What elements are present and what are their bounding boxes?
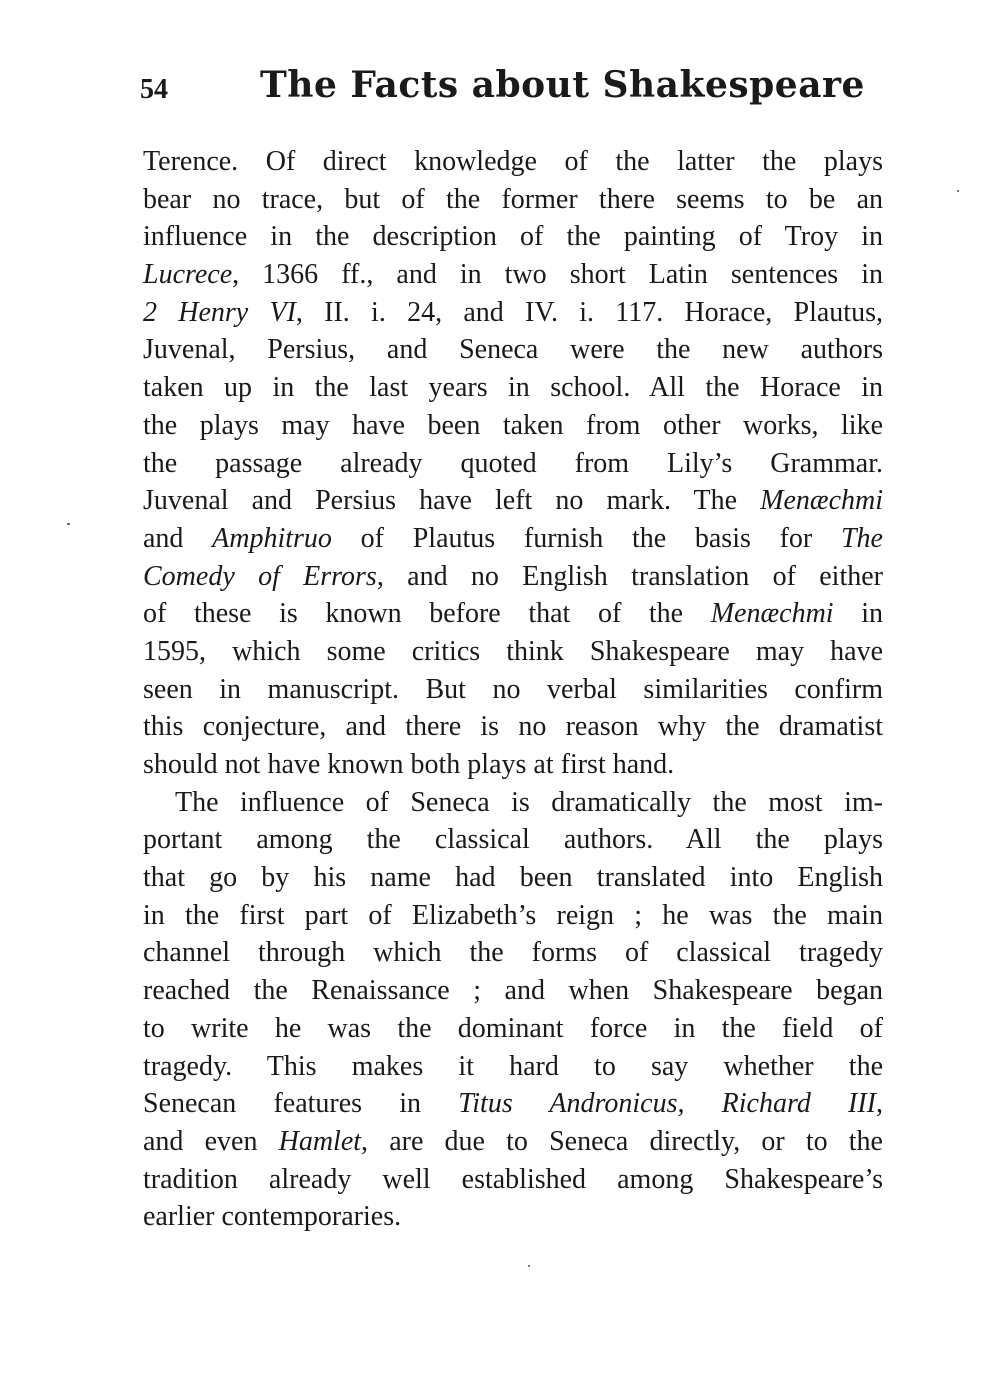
text-run: Juvenal and Persius have left no mark. The	[143, 485, 761, 517]
text-run: of these is known before that of the	[143, 598, 711, 630]
italic-title: The	[840, 522, 883, 554]
text-line	[143, 218, 883, 256]
paragraph	[143, 784, 883, 1236]
text-run: earlier contemporaries.	[143, 1201, 402, 1233]
text-line	[143, 972, 883, 1010]
text-run: Juvenal, Persius, and Seneca were the new authors	[143, 334, 883, 366]
italic-title: Lucrece	[143, 259, 233, 291]
text-run: that go by his name had been translated into English	[143, 862, 883, 894]
text-line	[143, 821, 883, 859]
paragraph	[143, 143, 883, 784]
text-line	[143, 558, 883, 596]
text-run: Terence. Of direct knowledge of the latter the plays	[143, 146, 883, 177]
text-run: seen in manuscript. But no verbal similarities confirm	[143, 673, 883, 705]
italic-title: Hamlet	[278, 1125, 362, 1157]
italic-title: Menæchmi	[710, 598, 834, 630]
text-run: , II. i. 24, and IV. i. 117. Horace, Plautus,	[295, 296, 883, 328]
text-line	[143, 1161, 883, 1199]
italic-title: Menæchmi	[760, 485, 883, 517]
text-run: this conjecture, and there is no reason why the dramatist	[143, 711, 883, 743]
text-run: and even	[143, 1125, 279, 1157]
text-run: should not have known both plays at first hand.	[143, 749, 675, 780]
body-text	[143, 143, 883, 1236]
text-run: taken up in the last years in school. All the Horace in	[143, 372, 883, 404]
text-line	[143, 256, 883, 294]
text-line	[143, 520, 883, 558]
text-run: ,	[876, 1088, 884, 1120]
text-line	[143, 633, 883, 671]
text-run: tragedy. This makes it hard to say whether the	[143, 1050, 883, 1082]
text-line	[143, 445, 883, 483]
text-line	[143, 181, 883, 219]
text-line	[143, 746, 883, 784]
text-line	[143, 897, 883, 935]
text-run: reached the Renaissance ; and when Shakespeare began	[143, 975, 883, 1007]
italic-title: Comedy of Errors	[143, 560, 377, 592]
text-line	[143, 859, 883, 897]
text-line	[143, 331, 883, 369]
text-run: channel through which the forms of classical tragedy	[143, 937, 883, 969]
text-run: to write he was the dominant force in the field of	[143, 1012, 883, 1044]
text-line	[143, 143, 883, 181]
text-run: of Plautus furnish the basis for	[331, 522, 841, 554]
text-run: bear no trace, but of the former there seems to be an	[143, 183, 883, 215]
print-speck	[957, 190, 959, 192]
text-line	[143, 1123, 883, 1161]
text-run: The influence of Seneca is dramatically the most im-	[175, 786, 883, 818]
text-run: the plays may have been taken from other works, like	[143, 409, 883, 441]
print-speck	[67, 523, 70, 525]
text-line	[143, 595, 883, 633]
italic-title: Amphitruo	[212, 522, 332, 554]
text-run: , are due to Seneca directly, or to the	[361, 1125, 883, 1157]
text-line	[143, 708, 883, 746]
text-line	[143, 1198, 883, 1236]
text-run: Senecan features in	[143, 1088, 459, 1120]
text-line	[143, 784, 883, 822]
page-number: 54	[140, 74, 168, 105]
text-run: in	[833, 598, 883, 630]
text-run: influence in the description of the painting of Troy in	[143, 221, 883, 253]
text-line	[143, 1010, 883, 1048]
text-run: in the first part of Elizabeth’s reign ; he was the main	[143, 899, 883, 931]
text-run: , 1366 ff., and in two short Latin sentences in	[232, 259, 883, 291]
text-run: tradition already well established among Shakespeare’s	[143, 1163, 883, 1195]
running-title: The Facts about Shakespeare	[260, 64, 865, 106]
text-line	[143, 482, 883, 520]
text-run: and	[143, 522, 213, 554]
text-line	[143, 1085, 883, 1123]
text-line	[143, 369, 883, 407]
italic-title: Titus Andronicus, Richard III	[458, 1088, 877, 1120]
text-line	[143, 294, 883, 332]
text-run: portant among the classical authors. All the plays	[143, 824, 883, 856]
text-line	[143, 934, 883, 972]
text-line	[143, 1048, 883, 1086]
print-speck	[528, 1265, 530, 1267]
text-run: , and no English translation of either	[376, 560, 883, 592]
running-head	[140, 60, 880, 120]
text-line	[143, 671, 883, 709]
text-line	[143, 407, 883, 445]
text-run: the passage already quoted from Lily’s Grammar.	[143, 447, 883, 479]
italic-title: 2 Henry VI	[143, 296, 296, 328]
text-run: 1595, which some critics think Shakespeare may have	[143, 635, 883, 667]
